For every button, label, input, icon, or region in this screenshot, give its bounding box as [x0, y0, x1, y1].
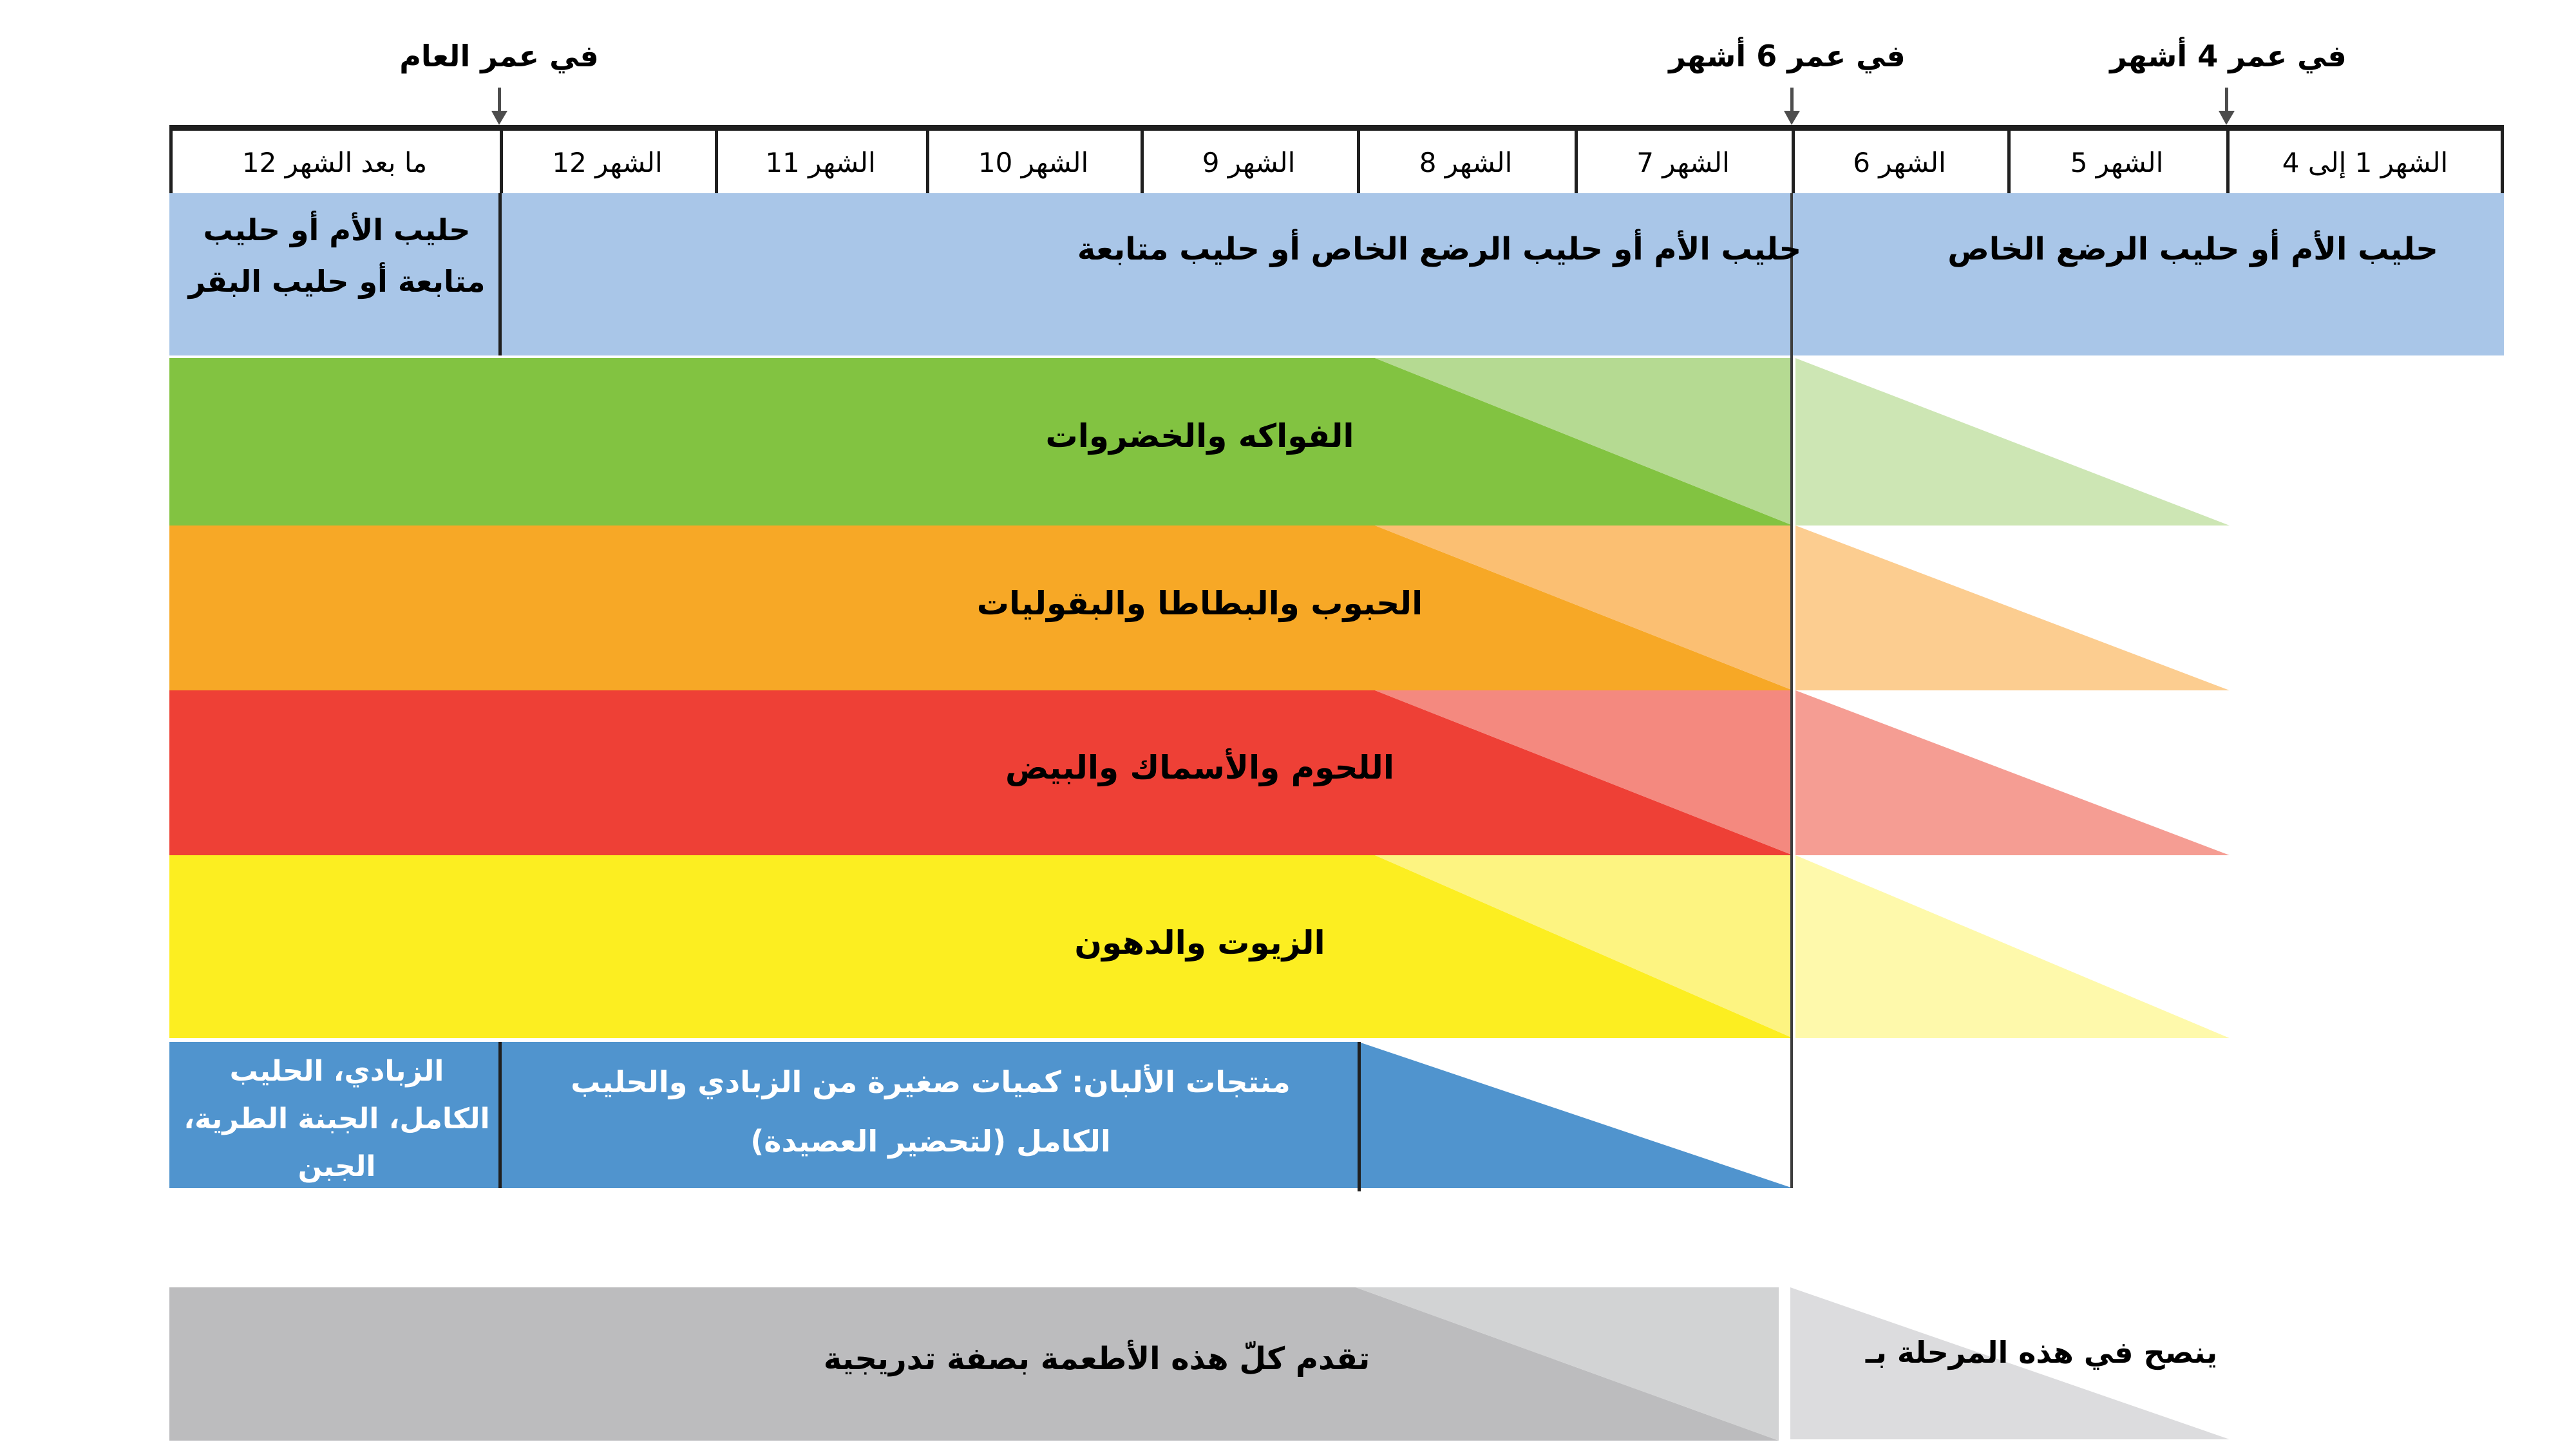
dairy-left-text-line2: الكامل، الجبنة الطرية،: [184, 1103, 490, 1135]
band-label-grains-potatoes-legumes: الحبوب والبطاطا والبقوليات: [976, 585, 1423, 622]
axis-top-rule: [169, 125, 2504, 131]
age-marker-arrow-6m: [1784, 88, 1800, 125]
month-column-8: الشهر 8: [1419, 147, 1513, 178]
month-column-9: الشهر 9: [1202, 147, 1296, 178]
age-marker-arrow-4m: [2219, 88, 2235, 125]
month-column-7: الشهر 7: [1636, 147, 1730, 178]
milk-text-after-12-line1: حليب الأم أو حليب: [203, 213, 471, 247]
dairy-text-line2: الكامل (لتحضير العصيدة): [750, 1124, 1111, 1159]
age-label-12-months: في عمر العام: [399, 39, 599, 73]
month-column-6: الشهر 6: [1853, 147, 1946, 178]
footer-recommended-note: ينصح في هذه المرحلة بـ: [1865, 1335, 2218, 1370]
dairy-divider-12m: [498, 1042, 502, 1188]
milk-text-months-1-6: حليب الأم أو حليب الرضع الخاص: [1947, 231, 2438, 267]
age-label-4-months: في عمر 4 أشهر: [2110, 39, 2347, 73]
milk-text-after-12-line2: متابعة أو حليب البقر: [188, 264, 486, 299]
month-column-10: الشهر 10: [978, 147, 1089, 178]
six-month-guide-line: [1790, 193, 1793, 1188]
dairy-left-text-line1: الزبادي، الحليب: [229, 1055, 444, 1088]
age-marker-arrow-12m: [491, 88, 507, 125]
age-label-6-months: في عمر 6 أشهر: [1669, 39, 1906, 73]
milk-divider-12m: [498, 193, 502, 355]
month-column-5: الشهر 5: [2070, 147, 2164, 178]
milk-text-months-7-12: حليب الأم أو حليب الرضع الخاص أو حليب متابعة: [1077, 231, 1802, 267]
dairy-text-line1: منتجات الألبان: كميات صغيرة من الزبادي والحليب: [571, 1065, 1291, 1099]
milk-band: [169, 193, 2504, 355]
month-column-11: الشهر 11: [765, 147, 876, 178]
month-column-after-12: ما بعد الشهر 12: [242, 147, 428, 178]
month-column-1-4: الشهر 1 إلى 4: [2282, 147, 2448, 178]
footer-gradual-note: تقدم كلّ هذه الأطعمة بصفة تدريجية: [823, 1341, 1370, 1377]
dairy-left-text-line3: الجبن: [298, 1150, 376, 1183]
month-column-12: الشهر 12: [552, 147, 663, 178]
band-label-fruits-vegetables: الفواكه والخضروات: [1045, 417, 1354, 455]
band-label-meat-fish-eggs: اللحوم والأسماك والبيض: [1005, 749, 1394, 786]
band-label-oils-fats: الزيوت والدهون: [1074, 924, 1325, 961]
dairy-divider-8m: [1358, 1042, 1361, 1191]
